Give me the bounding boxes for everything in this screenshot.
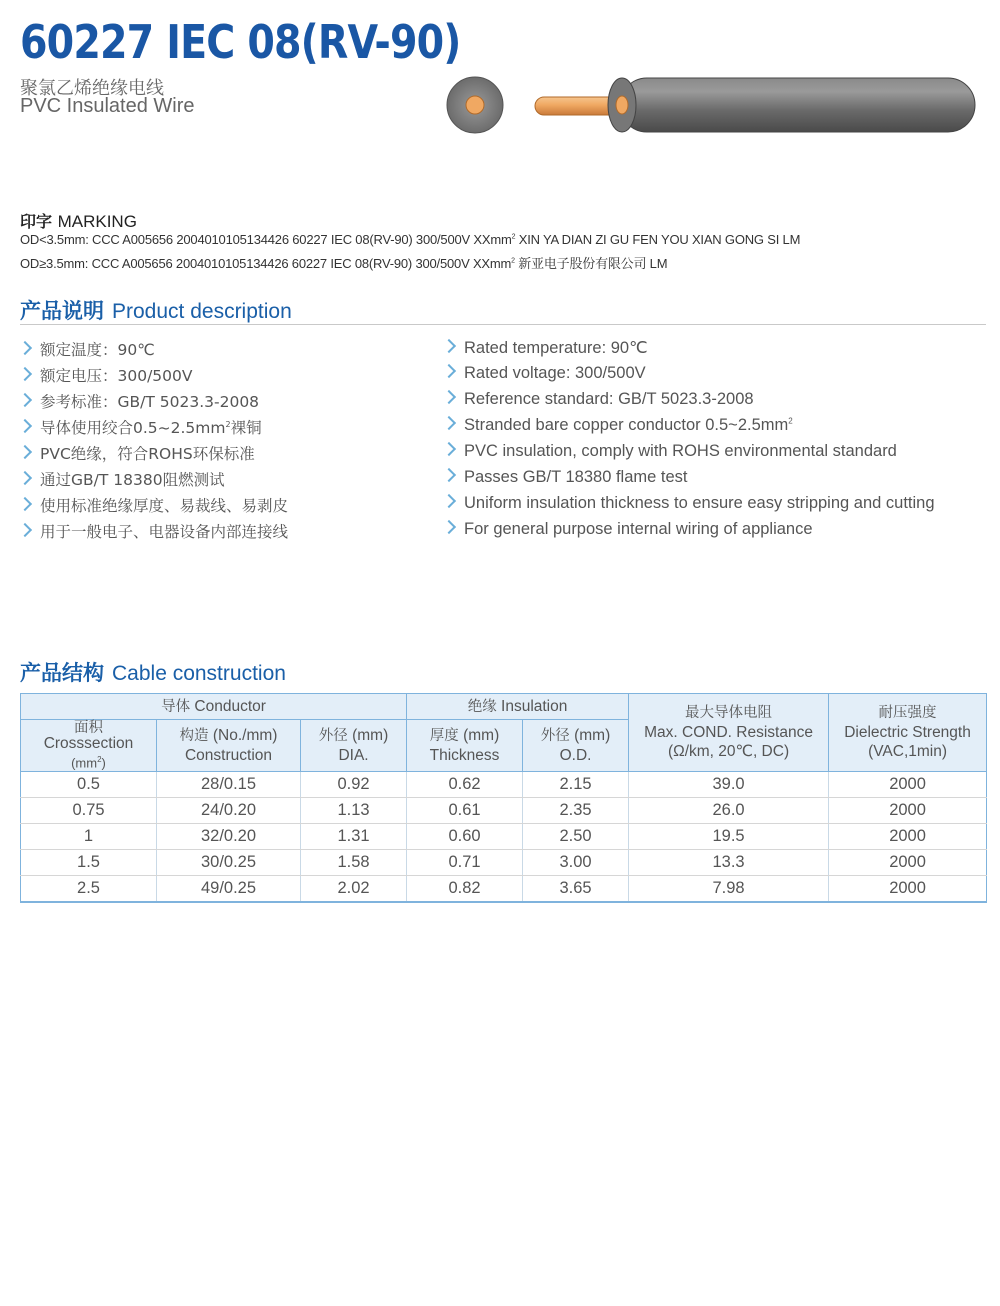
marking-heading xyxy=(20,209,137,232)
feature-sup: 2 xyxy=(788,416,793,426)
chevron-right-icon xyxy=(442,416,456,430)
list-item xyxy=(20,494,288,516)
cell-construction: 24/0.20 xyxy=(157,798,301,824)
cable-construction-heading-cn: 产品结构 xyxy=(20,661,104,685)
chevron-right-icon xyxy=(18,445,32,459)
page-title: 60227 IEC 08(RV-90) xyxy=(20,15,461,69)
feature-text: For general purpose internal wiring of appliance xyxy=(464,520,813,538)
marking-line1-prefix: OD<3.5mm: CCC A005656 2004010105134426 60227 IEC 08(RV-90) 300/500V XXmm xyxy=(20,232,512,247)
feature-text: 用于一般电子、电器设备内部连接线 xyxy=(40,523,289,541)
header-construction: 构造 (No./mm) Construction xyxy=(157,720,301,772)
list-item xyxy=(444,364,646,383)
chevron-right-icon xyxy=(18,341,32,355)
chevron-right-icon xyxy=(18,419,32,433)
chevron-right-icon xyxy=(18,497,32,511)
feature-text: 使用标准绝缘厚度、易裁线、易剥皮 xyxy=(40,497,289,515)
cell-construction: 28/0.15 xyxy=(157,772,301,798)
list-item xyxy=(20,520,288,542)
header-thickness: 厚度 (mm) Thickness xyxy=(407,720,523,772)
chevron-right-icon xyxy=(18,523,32,537)
header-group-insulation: 绝缘 Insulation xyxy=(407,694,629,720)
cell-od: 2.50 xyxy=(523,824,629,850)
marking-line2-sup: 2 xyxy=(511,257,515,265)
chevron-right-icon xyxy=(442,390,456,404)
cell-dielectric: 2000 xyxy=(829,772,987,798)
marking-line1-suffix: XIN YA DIAN ZI GU FEN YOU XIAN GONG SI LM xyxy=(515,232,801,247)
cell-dielectric: 2000 xyxy=(829,876,987,903)
cell-od: 3.00 xyxy=(523,850,629,876)
table-row xyxy=(21,850,987,876)
cell-thickness: 0.61 xyxy=(407,798,523,824)
table-row xyxy=(21,824,987,850)
list-item xyxy=(444,494,935,513)
cell-resistance: 13.3 xyxy=(629,850,829,876)
product-description-heading-cn: 产品说明 xyxy=(20,299,104,323)
list-item xyxy=(20,442,255,464)
chevron-right-icon xyxy=(442,364,456,378)
chevron-right-icon xyxy=(18,367,32,381)
list-item xyxy=(444,442,897,461)
cell-dielectric: 2000 xyxy=(829,824,987,850)
cell-construction: 49/0.25 xyxy=(157,876,301,903)
cell-dia: 0.92 xyxy=(301,772,407,798)
list-item xyxy=(20,390,259,412)
cell-dielectric: 2000 xyxy=(829,798,987,824)
cable-construction-table xyxy=(20,693,987,903)
feature-text: Stranded bare copper conductor 0.5~2.5mm xyxy=(464,416,789,434)
marking-line1-sup: 2 xyxy=(511,233,516,241)
cable-construction-heading-en: Cable construction xyxy=(112,662,286,685)
cell-area: 2.5 xyxy=(21,876,157,903)
header-group-conductor: 导体 Conductor xyxy=(21,694,407,720)
feature-text: Rated temperature: 90℃ xyxy=(464,339,648,357)
feature-text: Rated voltage: 300/500V xyxy=(464,364,646,382)
feature-text: 额定电压：300/500V xyxy=(40,367,193,385)
marking-line2-prefix: OD≥3.5mm: CCC A005656 2004010105134426 60227 IEC 08(RV-90) 300/500V XXmm xyxy=(20,256,512,271)
list-item xyxy=(444,520,813,539)
list-item xyxy=(20,468,225,490)
list-item xyxy=(444,338,648,358)
cell-area: 0.75 xyxy=(21,798,157,824)
feature-text: 参考标准：GB/T 5023.3-2008 xyxy=(40,393,260,411)
subtitle-chinese: 聚氯乙烯绝缘电线 xyxy=(20,78,164,99)
cell-resistance: 7.98 xyxy=(629,876,829,903)
cell-od: 2.15 xyxy=(523,772,629,798)
header-od: 外径 (mm) O.D. xyxy=(523,720,629,772)
header-resistance: 最大导体电阻 Max. COND. Resistance (Ω/km, 20℃, DC) xyxy=(629,694,829,772)
chevron-right-icon xyxy=(18,471,32,485)
marking-line-small-od xyxy=(20,232,800,247)
marking-line2-suffix: 新亚电子股份有限公司 LM xyxy=(514,256,668,271)
cable-construction-heading xyxy=(20,657,286,687)
cell-resistance: 39.0 xyxy=(629,772,829,798)
cell-thickness: 0.62 xyxy=(407,772,523,798)
wire-illustration xyxy=(440,70,990,140)
cell-thickness: 0.82 xyxy=(407,876,523,903)
cell-dia: 1.58 xyxy=(301,850,407,876)
list-item xyxy=(444,416,793,435)
header-area: 面积 Crosssection $(mm^2)$ xyxy=(21,720,157,772)
cell-resistance: 19.5 xyxy=(629,824,829,850)
wire-side-view xyxy=(535,78,975,132)
feature-text: PVC绝缘，符合ROHS环保标准 xyxy=(40,445,255,463)
feature-text: Passes GB/T 18380 flame test xyxy=(464,468,688,486)
feature-text: PVC insulation, comply with ROHS environmental standard xyxy=(464,442,897,460)
cell-area: 1.5 xyxy=(21,850,157,876)
cell-od: 2.35 xyxy=(523,798,629,824)
feature-sup: 2 xyxy=(225,419,231,429)
list-item xyxy=(444,390,754,409)
chevron-right-icon xyxy=(442,520,456,534)
marking-line-large-od xyxy=(20,253,667,272)
cell-dia: 1.13 xyxy=(301,798,407,824)
cell-area: 0.5 xyxy=(21,772,157,798)
product-description-heading-en: Product description xyxy=(112,300,292,323)
list-item xyxy=(20,416,262,438)
cell-od: 3.65 xyxy=(523,876,629,903)
subtitle-english: PVC Insulated Wire xyxy=(20,95,195,117)
chevron-right-icon xyxy=(442,339,456,353)
cell-resistance: 26.0 xyxy=(629,798,829,824)
table-row xyxy=(21,798,987,824)
cell-thickness: 0.60 xyxy=(407,824,523,850)
cell-dielectric: 2000 xyxy=(829,850,987,876)
cell-thickness: 0.71 xyxy=(407,850,523,876)
section-divider xyxy=(20,324,986,325)
feature-text: 导体使用绞合0.5~2.5mm xyxy=(40,419,226,437)
list-item xyxy=(444,468,687,487)
feature-text: 通过GB/T 18380阻燃测试 xyxy=(40,471,225,489)
list-item xyxy=(20,338,155,360)
cell-construction: 30/0.25 xyxy=(157,850,301,876)
cell-dia: 2.02 xyxy=(301,876,407,903)
chevron-right-icon xyxy=(442,442,456,456)
chevron-right-icon xyxy=(442,494,456,508)
cell-area: 1 xyxy=(21,824,157,850)
marking-heading-en: MARKING xyxy=(57,212,137,231)
list-item xyxy=(20,364,193,386)
header-dia: 外径 (mm) DIA. xyxy=(301,720,407,772)
feature-suffix: 裸铜 xyxy=(230,419,262,437)
cell-construction: 32/0.20 xyxy=(157,824,301,850)
header-dielectric: 耐压强度 Dielectric Strength (VAC,1min) xyxy=(829,694,987,772)
feature-text: 额定温度：90℃ xyxy=(40,341,155,359)
table-row xyxy=(21,772,987,798)
chevron-right-icon xyxy=(18,393,32,407)
cell-dia: 1.31 xyxy=(301,824,407,850)
wire-cross-section xyxy=(447,77,503,133)
chevron-right-icon xyxy=(442,468,456,482)
marking-heading-cn: 印字 xyxy=(20,212,53,231)
feature-text: Reference standard: GB/T 5023.3-2008 xyxy=(464,390,754,408)
product-description-heading xyxy=(20,295,292,325)
feature-text: Uniform insulation thickness to ensure easy stripping and cutting xyxy=(464,494,935,512)
table-row xyxy=(21,876,987,903)
